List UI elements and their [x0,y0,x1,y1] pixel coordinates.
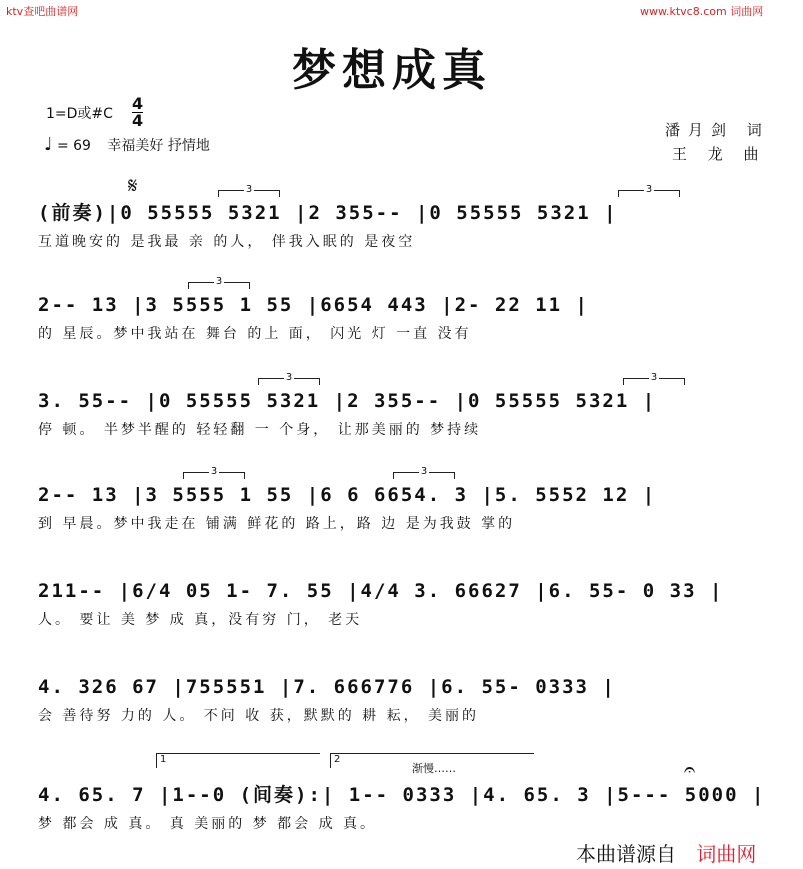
source-footer: 本曲谱源自 词曲网 [576,842,757,866]
site-link[interactable]: 词曲网 [696,842,757,866]
key-signature: 1=D或#C [46,106,113,122]
staff-row-6 [38,674,773,726]
lyrics-line: 到 早晨。梦中我走在 铺满 鲜花的 路上，路 边 是为我鼓 掌的 [38,516,516,532]
tempo-mark: ♩ = 69 幸福美好 抒情地 [44,134,210,155]
lyrics-line: 互道晚安的 是我最 亲 的人， 伴我入眠的 是夜空 [38,234,416,250]
triplet-bracket: 3 [618,190,680,197]
lyrics-line: 停 顿。 半梦半醒的 轻轻翻 一 个身， 让那美丽的 梦持续 [38,422,482,438]
time-signature: 4 4 [132,94,144,130]
watermark-right: www.ktvc8.com 词曲网 [640,5,764,18]
lyricist: 潘月剑 词 [665,121,770,139]
lyrics-line: 人。 要让 美 梦 成 真，没有穷 门， 老天 [38,612,363,628]
notation-line: (前奏)|0 55555 5321 |2 355-- |0 55555 5321 | [38,202,618,224]
triplet-bracket: 3 [188,282,250,289]
lyrics-line: 会 善待努 力的 人。 不问 收 获，默默的 耕 耘， 美丽的 [38,708,480,724]
notation-line: 4. 326 67 |755551 |7. 666776 |6. 55- 0333 | [38,676,616,698]
staff-row-7 [38,782,773,834]
song-title: 梦想成真 [292,45,492,96]
first-ending-bracket: 1 [156,753,320,768]
segno-icon: 𝄋 [128,174,138,199]
notation-line: 4. 65. 7 |1--0 (间奏):| 1-- 0333 |4. 65. 3 |5--- 5000 | [38,784,766,806]
triplet-bracket: 3 [258,378,320,385]
watermark-left: ktv查吧曲谱网 [6,5,79,18]
lyrics-line: 梦 都会 成 真。 真 美丽的 梦 都会 成 真。 [38,816,378,832]
triplet-bracket: 3 [623,378,685,385]
fermata-icon: 𝄐 [684,757,696,781]
triplet-bracket: 3 [183,472,245,479]
ritardando-mark: 渐慢…… [412,762,456,775]
notation-line: 3. 55-- |0 55555 5321 |2 355-- |0 55555 5321 | [38,390,657,412]
lyrics-line: 的 星辰。梦中我站在 舞台 的上 面， 闪光 灯 一直 没有 [38,326,472,342]
composer: 王 龙 曲 [672,145,767,163]
staff-row-1 [38,184,773,252]
notation-line: 211-- |6/4 05 1- 7. 55 |4/4 3. 66627 |6. 55- 0 33 | [38,580,724,602]
staff-row-2 [38,276,773,344]
notation-line: 2-- 13 |3 5555 1 55 |6654 443 |2- 22 11 | [38,294,589,316]
notation-line: 2-- 13 |3 5555 1 55 |6 6 6654. 3 |5. 5552 12 | [38,484,657,506]
triplet-bracket: 3 [218,190,280,197]
quarter-note-icon: ♩ [44,134,53,155]
triplet-bracket: 3 [393,472,455,479]
staff-row-3 [38,372,773,440]
staff-row-5 [38,578,773,630]
staff-row-4 [38,466,773,534]
second-ending-bracket: 2 [330,753,534,768]
